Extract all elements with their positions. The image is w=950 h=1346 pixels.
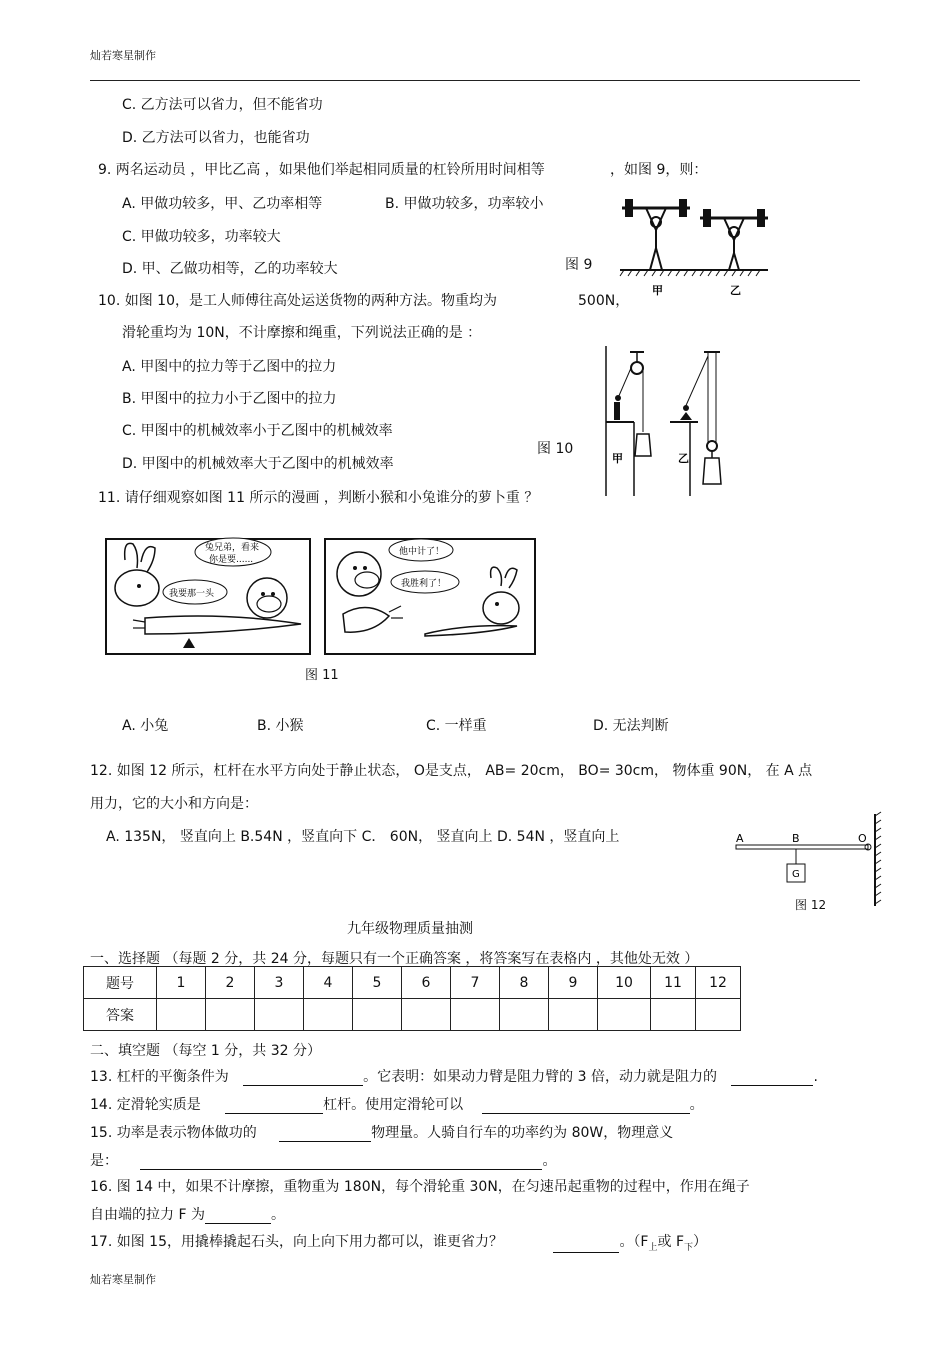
q15-text-c: 是： (90, 1153, 118, 1169)
q17-text-b: 。（F (619, 1234, 649, 1250)
answer-table-number: 6 (402, 967, 451, 999)
q14-line (90, 1094, 704, 1114)
answer-cell[interactable] (651, 999, 696, 1031)
figure-12-label-a: A (736, 832, 744, 845)
answer-table-number: 3 (255, 967, 304, 999)
answer-cell[interactable] (500, 999, 549, 1031)
q12-options: A. 135N， 竖直向上 B.54N ，竖直向下 C． 60N， 竖直向上 D. 54N ，竖直向上 (106, 829, 620, 845)
answer-table-header-row (84, 967, 741, 999)
header-watermark: 灿若寒星制作 (90, 49, 156, 62)
figure-12-label-b: B (792, 832, 800, 845)
q13-blank-2[interactable] (731, 1071, 813, 1086)
q11-figure-caption: 图 11 (305, 668, 339, 683)
figure-9-weightlifters (618, 196, 778, 302)
q14-text-a: 14. 定滑轮实质是 (90, 1097, 201, 1113)
answer-table-row-label: 题号 (84, 967, 157, 999)
q9-option-c: C. 甲做功较多，功率较大 (122, 229, 281, 245)
figure-11-bubble-1: 兔兄弟，看来 (205, 543, 260, 553)
answer-table-number: 4 (304, 967, 353, 999)
q17-sub-up: 上 (648, 1242, 658, 1253)
figure-12-label-o: O (858, 832, 867, 845)
q15-blank-1[interactable] (279, 1127, 371, 1142)
q16-line-2 (90, 1204, 285, 1224)
answer-table-number: 1 (157, 967, 206, 999)
q10-stem-line2: 滑轮重均为 10N，不计摩擦和绳重，下列说法正确的是 ： (122, 325, 482, 341)
answer-table-number: 7 (451, 967, 500, 999)
figure-11-bubble-4: 我胜利了！ (401, 579, 447, 589)
answer-cell[interactable] (598, 999, 651, 1031)
q15-text-d: 。 (542, 1153, 557, 1169)
answer-cell[interactable] (549, 999, 598, 1031)
answer-table-answer-row (84, 999, 741, 1031)
figure-10-label-a: 甲 (612, 452, 623, 465)
figure-9-label-a: 甲 (652, 284, 663, 297)
q10-option-d: D. 甲图中的机械效率大于乙图中的机械效率 (122, 456, 394, 472)
answer-cell[interactable] (353, 999, 402, 1031)
answer-cell[interactable] (402, 999, 451, 1031)
figure-10-label-b: 乙 (678, 452, 689, 465)
q10-stem-weight: 500N， (578, 293, 630, 309)
q14-blank-1[interactable] (225, 1099, 323, 1114)
q16-line: 16. 图 14 中，如果不计摩擦，重物重为 180N，每个滑轮重 30N，在匀速吊起重物的过程中，作用在绳子 (90, 1179, 750, 1195)
q15-line-2 (90, 1150, 556, 1170)
q11-option-c: C. 一样重 (426, 718, 487, 734)
answer-table-number: 2 (206, 967, 255, 999)
q9-figure-caption: 图 9 (565, 257, 593, 273)
answer-table-number: 11 (651, 967, 696, 999)
q16-blank[interactable] (205, 1209, 271, 1224)
footer-watermark: 灿若寒星制作 (90, 1273, 156, 1286)
answer-table-number: 5 (353, 967, 402, 999)
q14-blank-2[interactable] (482, 1099, 690, 1114)
q12-figure-caption: 图 12 (795, 898, 827, 912)
header-rule (90, 80, 860, 81)
q11-option-d: D. 无法判断 (593, 718, 669, 734)
answer-table (83, 966, 741, 1031)
q14-text-c: 。 (689, 1097, 704, 1113)
answer-table-number: 8 (500, 967, 549, 999)
answer-cell[interactable] (304, 999, 353, 1031)
q15-text-a: 15. 功率是表示物体做功的 (90, 1125, 257, 1141)
q13-blank-1[interactable] (243, 1071, 363, 1086)
q15-blank-2[interactable] (140, 1155, 542, 1170)
figure-11-bubble-3: 他中计了！ (399, 547, 445, 557)
answer-cell[interactable] (696, 999, 741, 1031)
figure-12-label-g: G (792, 869, 800, 880)
q16-text-c: 。 (270, 1207, 285, 1223)
figure-11-bubble-1b: 你是要...... (209, 555, 254, 565)
section-2-title: 二、填空题 （每空 1 分，共 32 分） (90, 1043, 321, 1059)
q9-stem-tail: ，如图 9，则： (610, 162, 708, 178)
q11-option-b: B. 小猴 (257, 718, 304, 734)
q9-stem: 9. 两名运动员 ，甲比乙高 ，如果他们举起相同质量的杠铃所用时间相等 (98, 162, 545, 178)
q17-text-c: 或 F (657, 1234, 685, 1250)
answer-table-row-label: 答案 (84, 999, 157, 1031)
figure-9-label-b: 乙 (730, 284, 741, 297)
q9-option-b: B. 甲做功较多，功率较小 (385, 196, 544, 212)
q15-line (90, 1122, 673, 1142)
answer-table-number: 10 (598, 967, 651, 999)
figure-10-pulleys (604, 346, 730, 496)
q10-stem: 10. 如图 10，是工人师傅往高处运送货物的两种方法。物重均为 (98, 293, 497, 309)
q13-text-a: 13. 杠杆的平衡条件为 (90, 1069, 229, 1085)
q9-option-a: A. 甲做功较多，甲、乙功率相等 (122, 196, 323, 212)
q11-stem: 11. 请仔细观察如图 11 所示的漫画 ，判断小猴和小兔谁分的萝卜重 ？ (98, 490, 539, 506)
q16-text-b: 自由端的拉力 F 为 (90, 1207, 205, 1223)
answer-cell[interactable] (451, 999, 500, 1031)
q8-option-d: D. 乙方法可以省力，也能省功 (122, 130, 310, 146)
answer-sheet-title: 九年级物理质量抽测 (347, 921, 473, 937)
answer-cell[interactable] (255, 999, 304, 1031)
q10-option-a: A. 甲图中的拉力等于乙图中的拉力 (122, 359, 337, 375)
answer-cell[interactable] (206, 999, 255, 1031)
q17-blank[interactable] (553, 1238, 619, 1253)
q13-text-b: 。它表明：如果动力臂是阻力臂的 3 倍，动力就是阻力的 (363, 1069, 717, 1085)
q8-option-c: C. 乙方法可以省力，但不能省功 (122, 97, 323, 113)
q10-option-b: B. 甲图中的拉力小于乙图中的拉力 (122, 391, 337, 407)
q17-line (90, 1231, 707, 1253)
q17-text-a: 17. 如图 15，用撬棒撬起石头，向上向下用力都可以，谁更省力？ (90, 1234, 503, 1250)
q10-figure-caption: 图 10 (537, 441, 574, 457)
answer-table-number: 9 (549, 967, 598, 999)
q13-line (90, 1066, 818, 1086)
q10-option-c: C. 甲图中的机械效率小于乙图中的机械效率 (122, 423, 393, 439)
q15-text-b: 物理量。人骑自行车的功率约为 80W，物理意义 (371, 1125, 674, 1141)
q11-option-a: A. 小兔 (122, 718, 169, 734)
q14-text-b: 杠杆。使用定滑轮可以 (323, 1097, 464, 1113)
figure-11-bubble-2: 我要那一头 (169, 589, 215, 599)
q9-option-d: D. 甲、乙做功相等，乙的功率较大 (122, 261, 338, 277)
section-1-title: 一、选择题 （每题 2 分，共 24 分，每题只有一个正确答案 ，将答案写在表格内 ，其他处无效 ） (90, 951, 699, 967)
q17-text-d: ） (693, 1234, 708, 1250)
figure-11-cartoon (105, 538, 537, 658)
q13-text-c: . (813, 1069, 818, 1085)
answer-cell[interactable] (157, 999, 206, 1031)
answer-table-number: 12 (696, 967, 741, 999)
q12-stem: 12. 如图 12 所示，杠杆在水平方向处于静止状态， O是支点， AB= 20cm， BO= 30cm， 物体重 90N， 在 A 点 (90, 763, 813, 779)
q17-sub-down: 下 (684, 1242, 694, 1253)
q12-stem-line2: 用力，它的大小和方向是： (90, 796, 258, 812)
